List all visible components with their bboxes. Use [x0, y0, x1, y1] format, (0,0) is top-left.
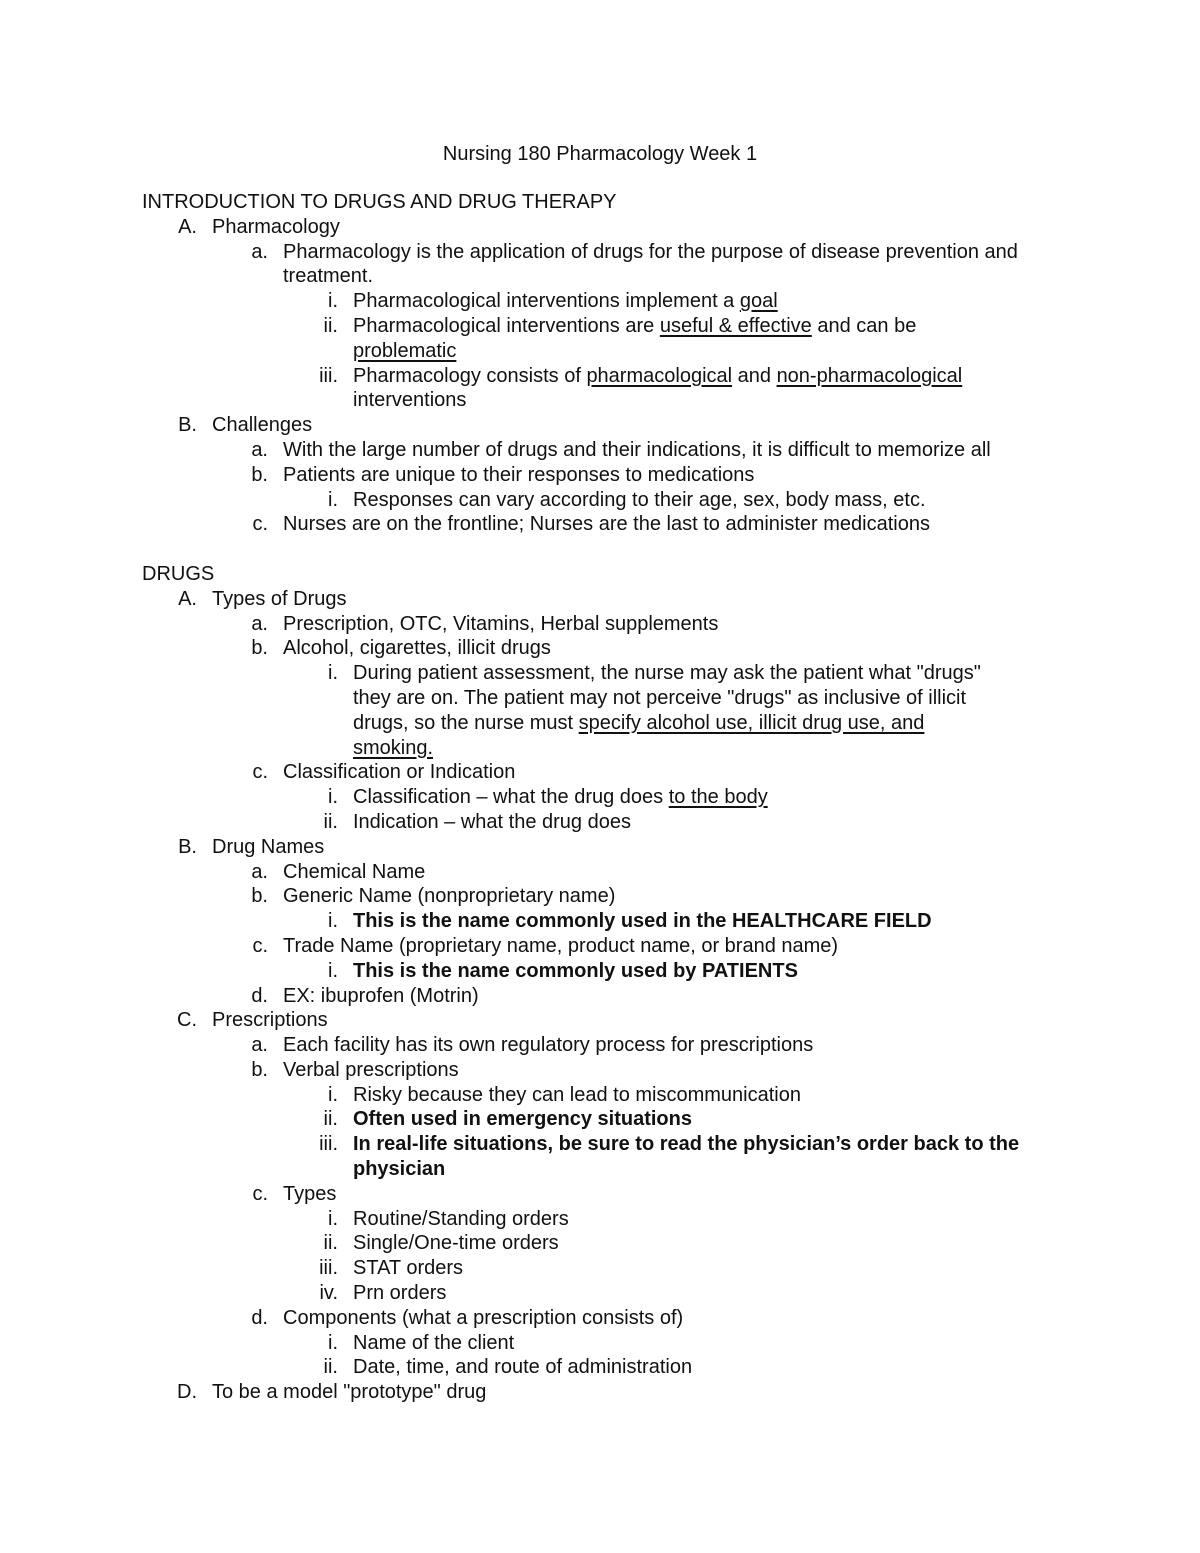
outline-marker: a. [251, 612, 268, 635]
outline-marker: i. [328, 290, 338, 313]
outline-text: Patients are unique to their responses to medications [283, 463, 755, 486]
outline-item [142, 760, 1062, 785]
outline-item [142, 1182, 1062, 1207]
outline-text: Indication – what the drug does [353, 810, 631, 833]
outline-marker: ii. [323, 1108, 338, 1131]
outline-item [142, 785, 1062, 810]
outline-marker: A. [178, 587, 197, 610]
outline-item [142, 934, 1062, 959]
outline-text: Each facility has its own regulatory process for prescriptions [283, 1034, 814, 1057]
outline-item [142, 512, 1062, 537]
outline-text: Routine/Standing orders [353, 1207, 569, 1230]
underlined-text: to the body [668, 786, 768, 809]
outline-item [142, 463, 1062, 488]
outline-marker: a. [251, 1034, 268, 1057]
outline-text: Types [283, 1182, 337, 1205]
outline-marker: d. [251, 1306, 268, 1329]
outline-marker: i. [328, 488, 338, 511]
outline-item [142, 364, 1062, 414]
outline-marker: C. [177, 1009, 197, 1032]
outline-marker: iii. [319, 1257, 338, 1280]
outline-item [142, 984, 1062, 1009]
outline-marker: D. [177, 1381, 197, 1404]
outline-item [142, 314, 1062, 364]
outline-text: Types of Drugs [212, 587, 347, 610]
outline-text: Pharmacology is the application of drugs for the purpose of disease prevention and treatment. [283, 240, 1018, 288]
outline-text: EX: ibuprofen (Motrin) [283, 984, 479, 1007]
outline-text: During patient assessment, the nurse may ask the patient what "drugs" they are on. The patient may not perceive "drugs" as inclusive of illicit drugs, so the nurse must [353, 662, 981, 734]
outline-marker: c. [252, 761, 268, 784]
outline-marker: c. [252, 513, 268, 536]
outline-item [142, 636, 1062, 661]
outline-marker: b. [251, 885, 268, 908]
outline-marker: b. [251, 637, 268, 660]
outline-marker: i. [328, 1331, 338, 1354]
outline-text: Responses can vary according to their age, sex, body mass, etc. [353, 488, 926, 511]
outline-marker: B. [178, 835, 197, 858]
outline-item [142, 884, 1062, 909]
outline-text: Classification or Indication [283, 761, 516, 784]
outline-item [142, 909, 1062, 934]
outline-text: Trade Name (proprietary name, product name, or brand name) [283, 934, 839, 957]
underlined-text: non-pharmacological [776, 364, 963, 387]
outline-item [142, 488, 1062, 513]
outline-marker: i. [328, 786, 338, 809]
outline-item [142, 1132, 1062, 1182]
outline-text: Prn orders [353, 1282, 447, 1305]
outline-text: STAT orders [353, 1257, 464, 1280]
outline-item [142, 959, 1062, 984]
outline-item [142, 1058, 1062, 1083]
outline-marker: ii. [323, 810, 338, 833]
drugs-section [142, 562, 1062, 1405]
outline-item [142, 1008, 1062, 1033]
outline-text: Pharmacology consists of [353, 364, 587, 387]
outline-item [142, 1207, 1062, 1232]
underlined-text: goal [739, 290, 778, 313]
outline-text: Alcohol, cigarettes, illicit drugs [283, 637, 551, 660]
outline-marker: c. [252, 1182, 268, 1205]
outline-text: Verbal prescriptions [283, 1058, 459, 1081]
outline-text: Pharmacology [212, 215, 340, 238]
outline-item [142, 1231, 1062, 1256]
outline-item [142, 1107, 1062, 1132]
outline-marker: a. [251, 240, 268, 263]
outline-text: Single/One-time orders [353, 1232, 559, 1255]
outline-marker: a. [251, 438, 268, 461]
outline-item [142, 1331, 1062, 1356]
section-spacer [142, 537, 1062, 562]
outline-item [142, 1033, 1062, 1058]
outline-item [142, 612, 1062, 637]
outline-text: Components (what a prescription consists of) [283, 1306, 684, 1329]
outline-marker: i. [328, 1083, 338, 1106]
outline-item [142, 240, 1062, 290]
outline-marker: a. [251, 860, 268, 883]
outline-item [142, 835, 1062, 860]
page-title: Nursing 180 Pharmacology Week 1 [442, 143, 758, 165]
outline-text: Challenges [212, 414, 313, 437]
underlined-text: problematic [353, 339, 457, 362]
outline-item [142, 1083, 1062, 1108]
outline-item [142, 289, 1062, 314]
outline-item [142, 860, 1062, 885]
outline-marker: d. [251, 984, 268, 1007]
underlined-text: pharmacological [586, 364, 733, 387]
outline-text: Name of the client [353, 1331, 515, 1354]
document-body [142, 190, 1062, 1405]
outline-marker: i. [328, 662, 338, 685]
outline-text: Classification – what the drug does [353, 786, 669, 809]
outline-marker: iii. [319, 1133, 338, 1156]
outline-marker: ii. [323, 1232, 338, 1255]
outline-text: With the large number of drugs and their indications, it is difficult to memorize all [283, 438, 991, 461]
bold-text: This is the name commonly used by PATIENTS [353, 959, 798, 982]
outline-item [142, 413, 1062, 438]
outline-marker: iii. [319, 364, 338, 387]
outline-text: To be a model "prototype" drug [212, 1381, 487, 1404]
outline-item [142, 1281, 1062, 1306]
outline-item [142, 1355, 1062, 1380]
outline-text: and [732, 364, 777, 387]
outline-item [142, 215, 1062, 240]
outline-text: Pharmacological interventions are [353, 314, 660, 337]
outline-text: Prescription, OTC, Vitamins, Herbal supplements [283, 612, 719, 635]
bold-text: In real-life situations, be sure to read the physician’s order back to the physician [353, 1133, 1020, 1181]
outline-text: Prescriptions [212, 1009, 328, 1032]
outline-item [142, 438, 1062, 463]
outline-marker: B. [178, 414, 197, 437]
outline-text: interventions [353, 389, 467, 412]
outline-marker: ii. [323, 314, 338, 337]
bold-text: Often used in emergency situations [353, 1108, 692, 1131]
outline-text: Drug Names [212, 835, 325, 858]
section-heading: INTRODUCTION TO DRUGS AND DRUG THERAPY [142, 191, 617, 213]
outline-marker: iv. [319, 1282, 338, 1305]
outline-marker: ii. [323, 1356, 338, 1379]
outline-item [142, 810, 1062, 835]
outline-marker: i. [328, 910, 338, 933]
outline-text: and can be [811, 314, 917, 337]
outline-text: Nurses are on the frontline; Nurses are the last to administer medications [283, 513, 930, 536]
outline-item [142, 1380, 1062, 1405]
outline-item [142, 1306, 1062, 1331]
outline-marker: i. [328, 959, 338, 982]
outline-item [142, 587, 1062, 612]
outline-marker: A. [178, 215, 197, 238]
outline-marker: b. [251, 463, 268, 486]
outline-item [142, 1256, 1062, 1281]
bold-text: This is the name commonly used in the HEALTHCARE FIELD [353, 910, 932, 933]
underlined-text: specify alcohol use, illicit drug use, and smoking. [353, 711, 925, 759]
outline-text: Date, time, and route of administration [353, 1356, 693, 1379]
outline-text: Chemical Name [283, 860, 426, 883]
intro-section [142, 190, 1062, 537]
outline-marker: b. [251, 1058, 268, 1081]
underlined-text: useful & effective [659, 314, 812, 337]
outline-text: Pharmacological interventions implement a [353, 290, 740, 313]
outline-text: Risky because they can lead to miscommunication [353, 1083, 801, 1106]
outline-marker: c. [252, 934, 268, 957]
section-heading: DRUGS [142, 562, 215, 585]
outline-text: Generic Name (nonproprietary name) [283, 885, 616, 908]
outline-item [142, 661, 1062, 760]
outline-marker: i. [328, 1207, 338, 1230]
